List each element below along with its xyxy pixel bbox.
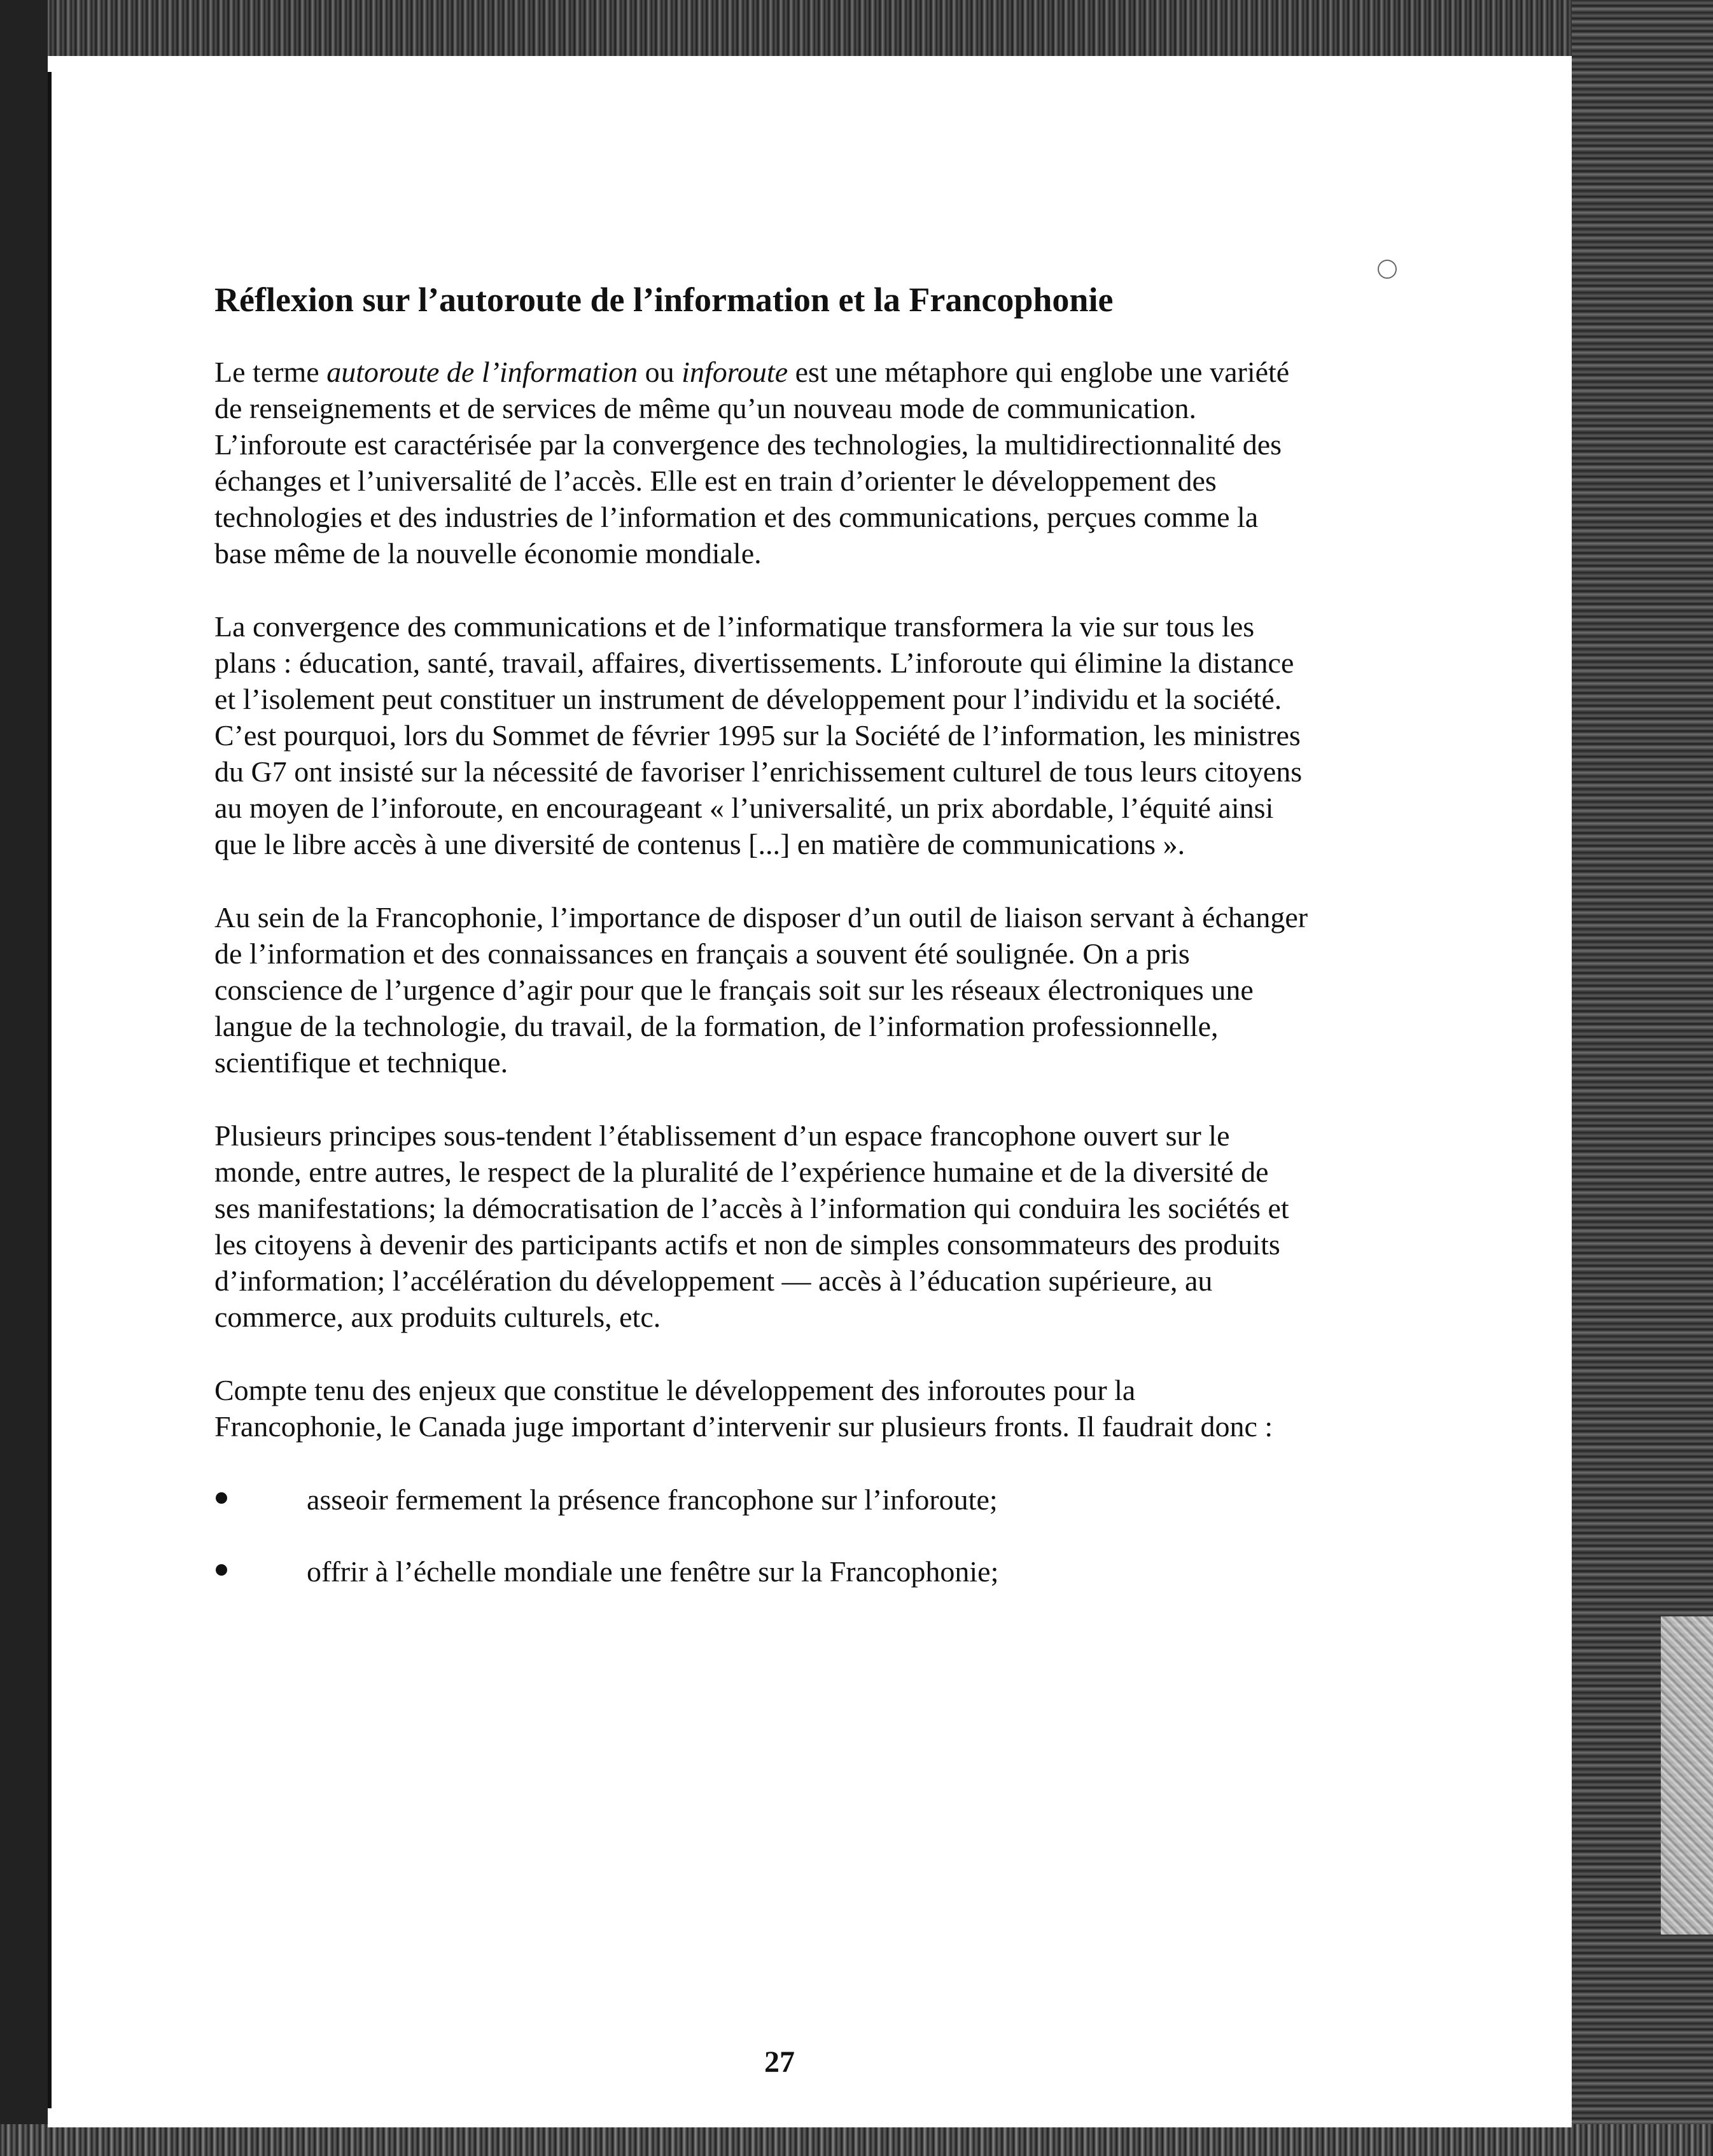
page-title: Réflexion sur l’autoroute de l’information et la Francophonie <box>214 281 1114 319</box>
page-number: 27 <box>764 2045 795 2079</box>
term-inforoute: inforoute <box>682 356 788 388</box>
paragraph-4: Plusieurs principes sous-tendent l’établissement d’un espace francophone ouvert sur le monde, entre autres, le respect de la pluralité de l’expérience humaine et de la diversité de ses manifestations; la démocratisation de l’accès à l’information qui conduira les sociétés et les citoyens à devenir des participants actifs et non de simples consommateurs des produits d’information; l’accélération du développement — accès à l’éducation supérieure, au commerce, aux produits culturels, etc. <box>214 1119 1289 1333</box>
bullet-list <box>214 1481 1309 1590</box>
scan-texture-patch <box>1661 1616 1713 1935</box>
document-page <box>48 56 1572 2127</box>
paragraph-1-mid: ou <box>638 356 682 388</box>
paragraph-2: La convergence des communications et de l’informatique transformera la vie sur tous les plans : éducation, santé, travail, affaires, divertissements. L’inforoute qui élimine la distance et l’isolement peut constituer un instrument de développement pour l’individu et la société. C’est pourquoi, lors du Sommet de février 1995 sur la Société de l’information, les ministres du G7 ont insisté sur la nécessité de favoriser l’enrichissement culturel de tous leurs citoyens au moyen de l’inforoute, en encourageant « l’universalité, un prix abordable, l’équité ainsi que le libre accès à une diversité de contenus [...] en matière de communications ». <box>214 610 1303 860</box>
scan-border-top <box>0 0 1713 60</box>
list-item <box>214 1481 1309 1518</box>
paragraph-1-lead: Le terme <box>214 356 327 388</box>
bullet-icon <box>216 1564 227 1576</box>
term-autoroute: autoroute de l’information <box>326 356 638 388</box>
list-item-text: offrir à l’échelle mondiale une fenêtre sur la Francophonie; <box>307 1555 999 1588</box>
scan-border-left <box>0 0 48 2156</box>
punch-hole-mark <box>1378 260 1397 279</box>
binding-edge <box>48 72 52 2108</box>
list-item-text: asseoir fermement la présence francophone sur l’inforoute; <box>307 1483 998 1516</box>
paragraph-3: Au sein de la Francophonie, l’importance de disposer d’un outil de liaison servant à échanger de l’information et des connaissances en français a souvent été soulignée. On a pris conscience de l’urgence d’agir pour que le français soit sur les réseaux électroniques une langue de la technologie, du travail, de la formation, de l’information professionnelle, scientifique et technique. <box>214 901 1308 1079</box>
paragraph-1-rest: est une métaphore qui englobe une variété de renseignements et de services de même qu’un nouveau mode de communication. L’inforoute est caractérisée par la convergence des technologies, la multidirectionnalité des échanges et l’universalité de l’accès. Elle est en train d’orienter le développement des technologies et des industries de l’information et des communications, perçues comme la base même de la nouvelle économie mondiale. <box>214 356 1290 570</box>
paragraph-1 <box>214 354 1309 571</box>
list-item <box>214 1553 1309 1590</box>
scan-border-bottom <box>0 2124 1713 2156</box>
page-content <box>214 279 1309 1625</box>
paragraph-5: Compte tenu des enjeux que constitue le développement des inforoutes pour la Francophonie, le Canada juge important d’intervenir sur plusieurs fronts. Il faudrait donc : <box>214 1374 1273 1443</box>
bullet-icon <box>216 1492 227 1504</box>
